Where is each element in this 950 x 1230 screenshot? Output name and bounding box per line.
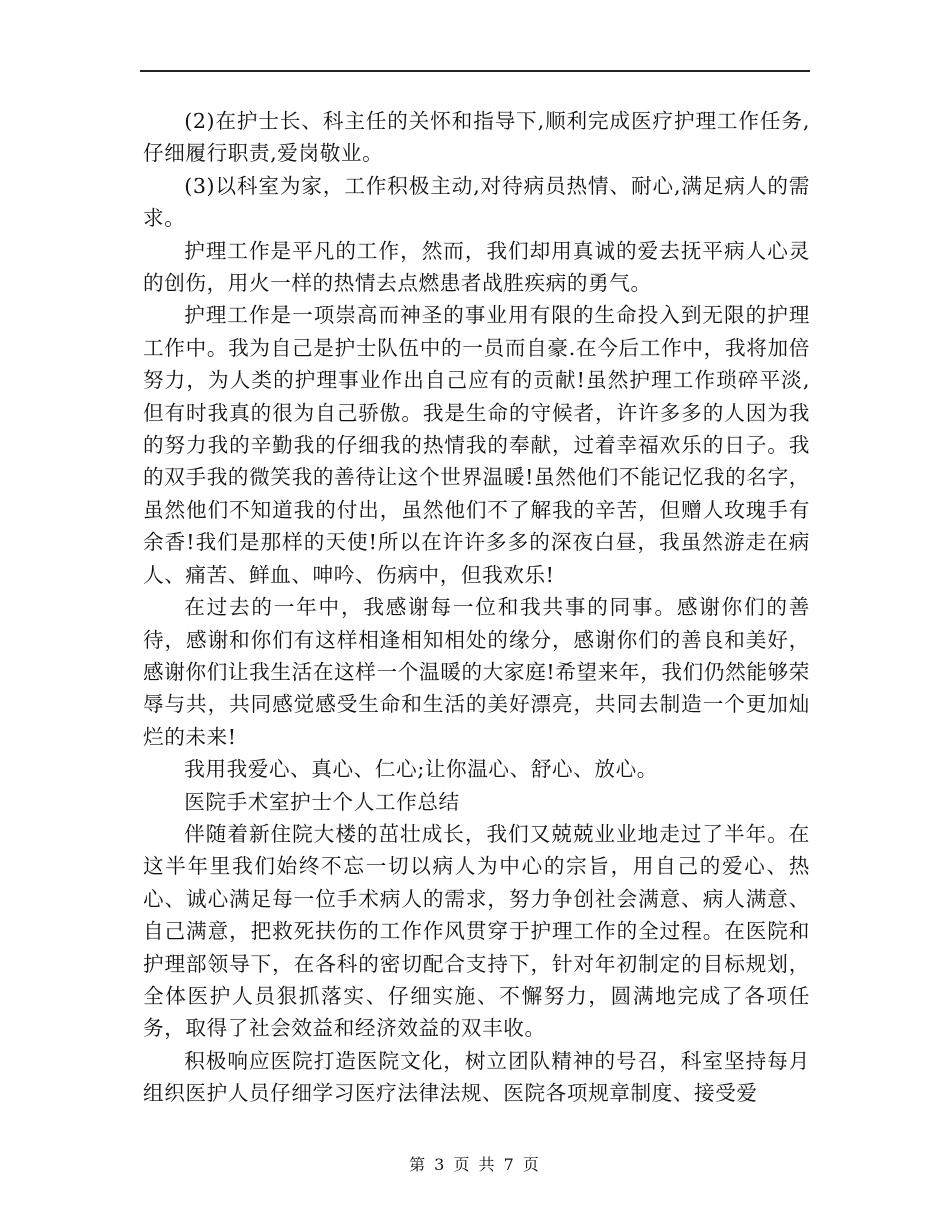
header-rule	[140, 70, 810, 72]
paragraph-half-year-summary: 伴随着新住院大楼的茁壮成长，我们又兢兢业业地走过了半年。在这半年里我们始终不忘一切以病人为中心的宗旨，用自己的爱心、热心、诚心满足每一位手术病人的需求，努力争创社会满意、病人满意、自己满意，把救死扶伤的工作作风贯穿于护理工作的全过程。在医院和护理部领导下，在各科的密切配合支持下，针对年初制定的目标规划，全体医护人员狠抓落实、仔细实施、不懈努力，圆满地完成了各项任务，取得了社会效益和经济效益的双丰收。	[143, 821, 810, 1041]
paragraph-ordinary-work: 护理工作是平凡的工作，然而，我们却用真诚的爱去抚平病人心灵的创伤，用火一样的热情去点燃患者战胜疾病的勇气。	[143, 238, 810, 296]
paragraph-hospital-culture: 积极响应医院打造医院文化，树立团队精神的号召，科室坚持每月组织医护人员仔细学习医疗法律法规、医院各项规章制度、接受爱	[143, 1048, 810, 1106]
page-number-footer: 第 3 页 共 7 页	[409, 1155, 541, 1174]
paragraph-thanks-colleagues: 在过去的一年中，我感谢每一位和我共事的同事。感谢你们的善待，感谢和你们有这样相逢相知相处的缘分，感谢你们的善良和美好，感谢你们让我生活在这样一个温暖的大家庭!希望来年，我们仍然能够荣辱与共，共同感觉感受生命和生活的美好漂亮，共同去制造一个更加灿烂的未来!	[143, 595, 810, 749]
paragraph-motto: 我用我爱心、真心、仁心;让你温心、舒心、放心。	[184, 757, 658, 782]
paragraph-item-2: (2)在护士长、科主任的关怀和指导下,顺利完成医疗护理工作任务,仔细履行职责,爱岗敬业。	[143, 109, 810, 166]
document-body	[143, 105, 810, 1110]
paragraph-item-3: (3)以科室为家，工作积极主动,对待病员热情、耐心,满足病人的需求。	[143, 173, 810, 231]
paragraph-noble-career: 护理工作是一项崇高而神圣的事业用有限的生命投入到无限的护理工作中。我为自己是护士队伍中的一员而自豪.在今后工作中，我将加倍努力，为人类的护理事业作出自己应有的贡献!虽然护理工作琐碎平淡,但有时我真的很为自己骄傲。我是生命的守候者，许许多多的人因为我的努力我的辛勤我的仔细我的热情我的奉献，过着幸福欢乐的日子。我的双手我的微笑我的善待让这个世界温暖!虽然他们不能记忆我的名字，虽然他们不知道我的付出，虽然他们不了解我的辛苦，但赠人玫瑰手有余香!我们是那样的天使!所以在许许多多的深夜白昼，我虽然游走在病人、痛苦、鲜血、呻吟、伤病中，但我欢乐!	[143, 303, 810, 587]
section-title: 医院手术室护士个人工作总结	[184, 789, 460, 814]
